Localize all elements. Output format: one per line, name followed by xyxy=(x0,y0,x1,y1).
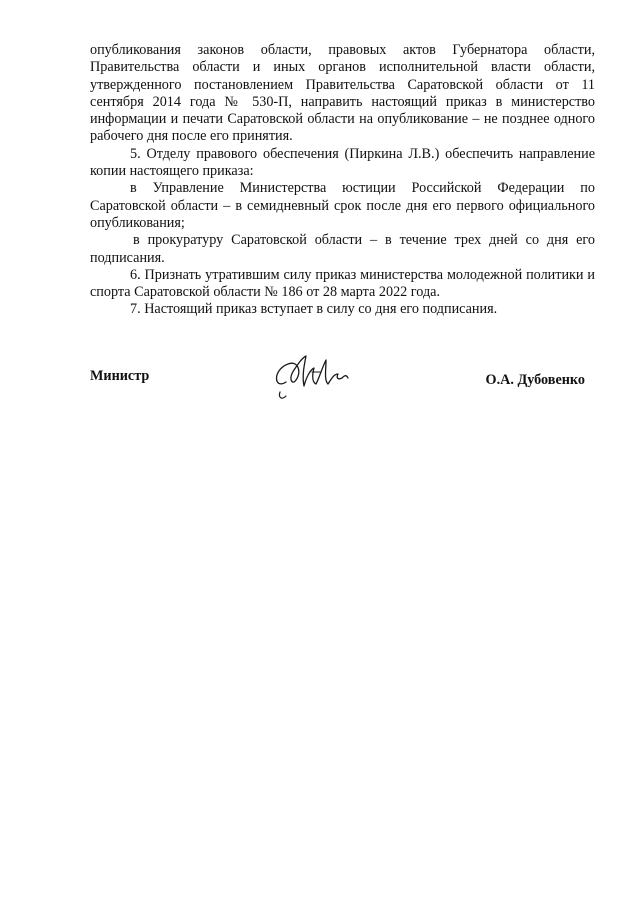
signatory-title: Министр xyxy=(90,368,150,384)
paragraph-item-5: 5. Отделу правового обеспечения (Пиркина Л.В.) обеспечить направление копии настоящего приказа: xyxy=(90,145,595,180)
handwritten-signature xyxy=(268,348,368,408)
paragraph-item-7: 7. Настоящий приказ вступает в силу со дня его подписания. xyxy=(130,301,498,318)
paragraph-publication: опубликования законов области, правовых актов Губернатора области, Правительства области и иных органов исполнительной власти области, утвержденного постановлением Правительства Саратовской области от 11 сентября 2014 года № 530-П, направить настоящий приказ в министерство информации и печати Саратовской области на опубликование – не позднее одного рабочего дня после его принятия. xyxy=(90,42,595,145)
paragraph-prosecutor: в прокуратуру Саратовской области – в течение трех дней со дня его подписания. xyxy=(90,232,595,266)
signature-block xyxy=(90,360,595,420)
paragraph-ministry-justice: в Управление Министерства юстиции Российской Федерации по Саратовской области – в семидневный срок после дня его первого официального опубликования; xyxy=(90,180,595,231)
paragraph-item-6: 6. Признать утратившим силу приказ министерства молодежной политики и спорта Саратовской области № 186 от 28 марта 2022 года. xyxy=(90,266,595,301)
document-body xyxy=(90,42,595,319)
signatory-name: О.А. Дубовенко xyxy=(485,372,585,388)
